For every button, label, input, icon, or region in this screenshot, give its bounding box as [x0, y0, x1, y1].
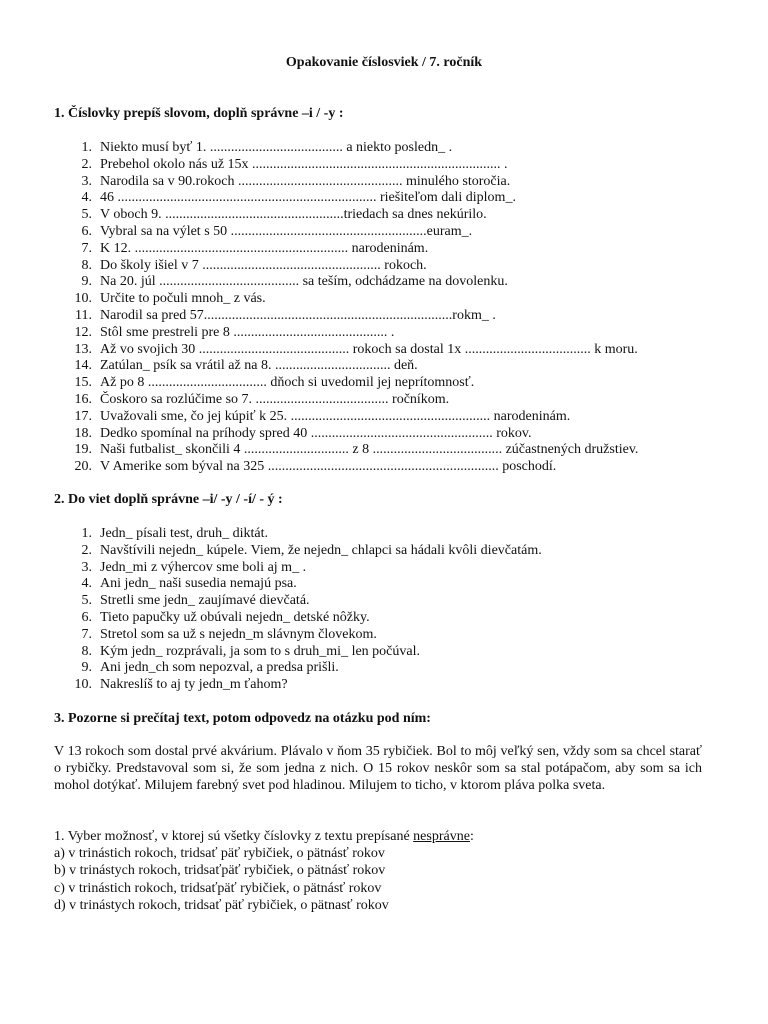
item-number: 10.: [74, 677, 92, 693]
item-number: 15.: [74, 375, 92, 391]
item-number: 18.: [74, 425, 92, 441]
item-text: Stretli sme jedn_ zaujímavé dievčatá.: [100, 593, 310, 609]
question-emphasis: nesprávne: [413, 829, 470, 844]
option-d: d) v trinástych rokoch, tridsať päť rybičiek, o pätnasť rokov: [54, 897, 389, 913]
item-text: Navštívili nejedn_ kúpele. Viem, že nejedn_ chlapci sa hádali kvôli dievčatám.: [100, 542, 542, 558]
reading-text: V 13 rokoch som dostal prvé akvárium. Plávalo v ňom 35 rybičiek. Bol to môj veľký sen, vždy som sa chcel starať o rybičky. Predstavoval som si, že som jedna z nich. O 15 rokov neskôr som sa stal potápačom, aby som sa ich mohol dotýkať. Milujem farebný svet pod hladinou. Milujem to ticho, v ktorom pláva polka sveta.: [54, 744, 702, 794]
item-text: Narodil sa pred 57.......................................................................rokm_ .: [100, 307, 496, 323]
item-text: 46 .......................................................................... riešiteľom dali diplom_.: [100, 190, 516, 206]
item-number: 13.: [74, 341, 92, 357]
item-text: Niekto musí byť 1. ...................................... a niekto posledn_ .: [100, 140, 453, 155]
item-number: 3.: [81, 559, 92, 575]
question-block: [54, 828, 474, 914]
item-number: 1.: [81, 526, 92, 541]
item-number: 10.: [74, 291, 92, 307]
item-text: Určite to počuli mnoh_ z vás.: [100, 291, 266, 307]
item-text: K 12. ............................................................. narodeninám.: [100, 240, 429, 256]
item-number: 5.: [81, 207, 92, 223]
item-text: Jedn_mi z výhercov sme boli aj m_ .: [100, 559, 307, 575]
option-c: c) v trinástich rokoch, tridsaťpäť rybičiek, o pätnásť rokov: [54, 880, 382, 896]
item-text: Ani jedn_ch som nepozval, a predsa prišli.: [100, 660, 339, 676]
item-text: Zatúlan_ psík sa vrátil až na 8. ................................. deň.: [100, 358, 418, 374]
item-number: 5.: [81, 593, 92, 609]
item-text: Dedko spomínal na príhody spred 40 .................................................... rokov.: [100, 425, 532, 441]
item-text: Čoskoro sa rozlúčime so 7. ...................................... ročníkom.: [100, 391, 450, 407]
item-text: Stretol som sa už s nejedn_m slávnym človekom.: [100, 626, 377, 642]
item-number: 19.: [74, 442, 92, 458]
item-number: 14.: [74, 358, 92, 374]
item-text: Jedn_ písali test, druh_ diktát.: [100, 526, 268, 541]
item-text: Stôl sme prestreli pre 8 ............................................ .: [100, 324, 395, 340]
item-number: 11.: [75, 307, 92, 323]
item-text: Nakreslíš to aj ty jedn_m ťahom?: [100, 677, 288, 693]
item-text: V oboch 9. ...................................................triedach sa dnes nekúrilo.: [100, 207, 487, 223]
item-number: 7.: [81, 626, 92, 642]
option-a: a) v trinástich rokoch, tridsať päť rybičiek, o pätnásť rokov: [54, 846, 385, 862]
item-text: Tieto papučky už obúvali nejedn_ detské nôžky.: [100, 609, 370, 625]
item-number: 2.: [81, 542, 92, 558]
item-text: V Amerike som býval na 325 .................................................................. poschodí.: [100, 459, 557, 475]
item-text: Uvažovali sme, čo jej kúpiť k 25. ......................................................... narodeninám.: [100, 408, 571, 424]
item-text: Vybral sa na výlet s 50 ........................................................euram_.: [100, 223, 473, 239]
item-text: Až vo svojich 30 ........................................... rokoch sa dostal 1x .................................... k moru.: [100, 341, 638, 357]
item-number: 16.: [74, 391, 92, 407]
option-b: b) v trinástych rokoch, tridsaťpäť rybičiek, o pätnásť rokov: [54, 863, 386, 879]
item-text: Ani jedn_ naši susedia nemajú psa.: [100, 576, 297, 592]
item-number: 8.: [81, 643, 92, 659]
item-number: 8.: [81, 257, 92, 273]
item-number: 12.: [74, 324, 92, 340]
page-title: Opakovanie číslosviek / 7. ročník: [285, 55, 483, 70]
section-3-heading: 3. Pozorne si prečítaj text, potom odpovedz na otázku pod ním:: [54, 711, 431, 726]
item-text: Až po 8 .................................. dňoch si uvedomil jej neprítomnosť.: [100, 375, 475, 391]
item-number: 17.: [74, 408, 92, 424]
item-number: 7.: [81, 240, 92, 256]
item-number: 6.: [81, 609, 92, 625]
item-number: 20.: [74, 459, 92, 475]
item-number: 4.: [81, 190, 92, 206]
section-2-heading: 2. Do viet doplň správne –i/ -y / -í/ - ý :: [54, 492, 283, 507]
item-text: Naši futbalist_ skončili 4 .............................. z 8 ..................................... zúčastnených družstiev.: [100, 442, 639, 458]
item-number: 3.: [81, 173, 92, 189]
section-1-heading: 1. Číslovky prepíš slovom, doplň správne –i / -y :: [54, 106, 344, 121]
item-text: Narodila sa v 90.rokoch ............................................... minulého storočia.: [100, 173, 511, 189]
item-text: Do školy išiel v 7 ................................................... rokoch.: [100, 257, 427, 273]
item-text: Prebehol okolo nás už 15x ....................................................................... .: [100, 156, 508, 172]
item-text: Kým jedn_ rozprávali, ja som to s druh_mi_ len počúval.: [100, 643, 420, 659]
question-text: 1. Vyber možnosť, v ktorej sú všetky číslovky z textu prepísané nesprávne:: [54, 829, 474, 844]
item-number: 2.: [81, 156, 92, 172]
item-text: Na 20. júl ........................................ sa teším, odchádzame na dovolenku.: [100, 274, 508, 290]
item-number: 1.: [81, 140, 92, 155]
item-number: 9.: [81, 274, 92, 290]
item-number: 6.: [81, 223, 92, 239]
item-number: 4.: [81, 576, 92, 592]
item-number: 9.: [81, 660, 92, 676]
